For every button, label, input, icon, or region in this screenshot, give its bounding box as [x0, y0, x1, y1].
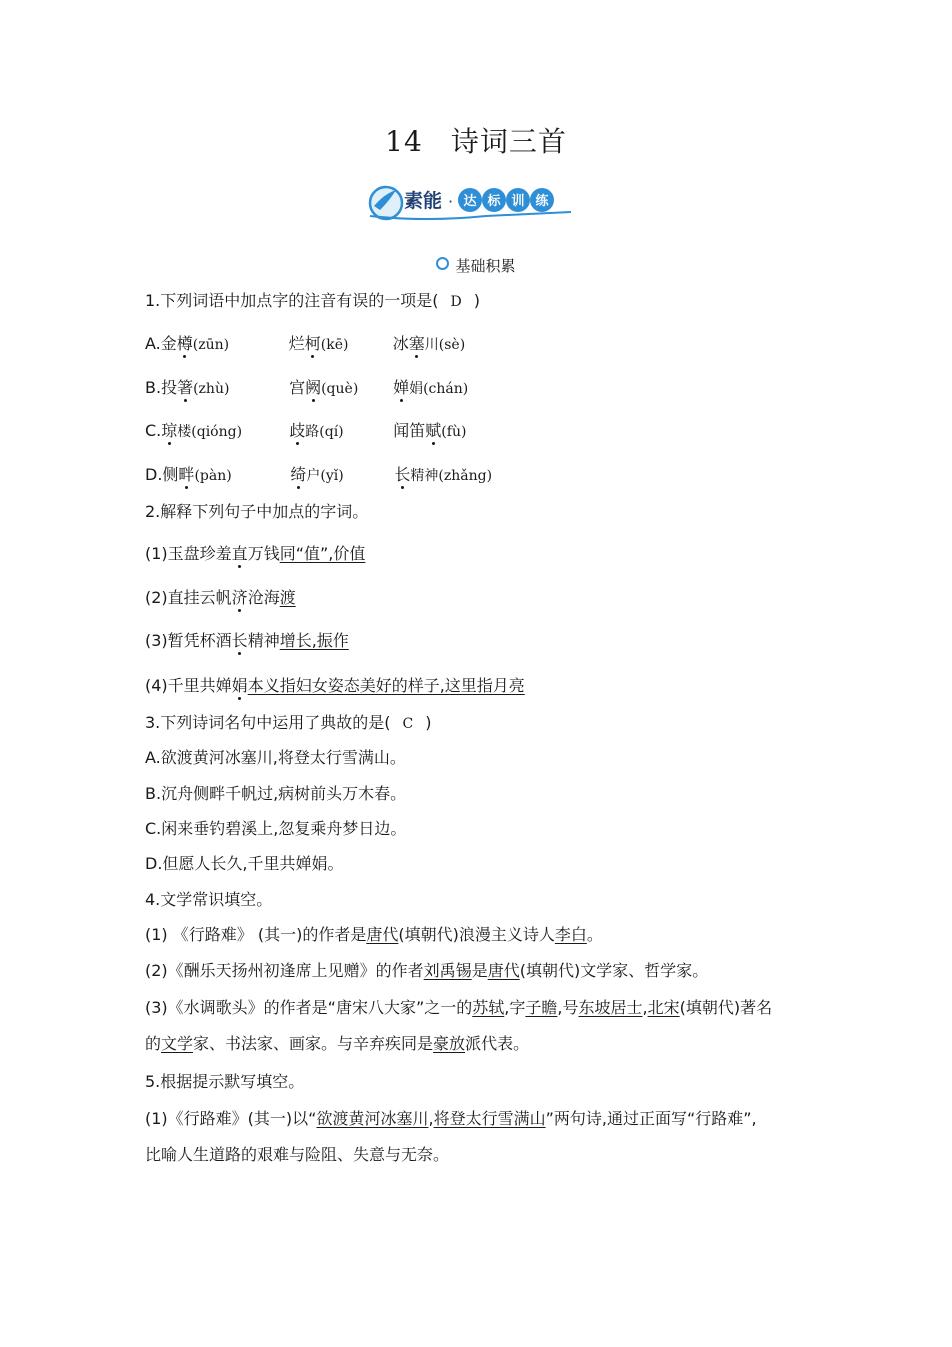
- q1-option-d: D.侧畔(pàn) 绮户(yǐ) 长精神(zhǎng): [145, 465, 493, 484]
- q3-answer: C: [402, 716, 414, 732]
- lesson-title: 诗词三首: [450, 125, 567, 158]
- q2-answer-1: 同“值”,价值: [279, 544, 366, 563]
- q4-stem: 4.文学常识填空。: [145, 890, 273, 909]
- q4-line-2: (2)《酬乐天扬州初逢席上见赠》的作者刘禹锡是唐代(填朝代)文学家、哲学家。: [145, 961, 709, 980]
- q1-stem: 1.下列词语中加点字的注音有误的一项是( D ): [145, 291, 480, 310]
- q2-item-3: (3)暂凭杯酒长精神增长,振作: [145, 631, 349, 650]
- q2-answer-4: 本义指妇女姿态美好的样子,这里指月亮: [247, 676, 525, 695]
- page-title: [0, 120, 952, 160]
- q1-answer: D: [450, 294, 462, 310]
- logo-badge-1: 达: [463, 194, 477, 209]
- section-logo: [366, 176, 578, 224]
- q3-option-b: B.沉舟侧畔千帆过,病树前头万木春。: [145, 784, 407, 803]
- logo-badge-2: 标: [487, 194, 501, 209]
- section-heading: 基础积累: [0, 255, 952, 276]
- q5-line-1: (1)《行路难》(其一)以“欲渡黄河冰塞川,将登太行雪满山”两句诗,通过正面写“行路难”,: [145, 1109, 757, 1128]
- q5-line-2: 比喻人生道路的艰难与险阻、失意与无奈。: [145, 1145, 450, 1164]
- q4-line-1: (1) 《行路难》 (其一)的作者是唐代(填朝代)浪漫主义诗人李白。: [145, 925, 603, 944]
- q2-stem: 2.解释下列句子中加点的字词。: [145, 502, 369, 521]
- q2-answer-3: 增长,振作: [279, 631, 349, 650]
- circle-bullet-icon: [436, 257, 449, 270]
- q4-line-3: (3)《水调歌头》的作者是“唐宋八大家”之一的苏轼,字子瞻,号东坡居士,北宋(填朝代)著名: [145, 998, 773, 1017]
- q2-answer-2: 渡: [279, 588, 296, 607]
- q5-stem: 5.根据提示默写填空。: [145, 1072, 305, 1091]
- q1-option-a: A.金樽(zūn) 烂柯(kē) 冰塞川(sè): [145, 334, 466, 353]
- q3-option-a: A.欲渡黄河冰塞川,将登太行雪满山。: [145, 748, 406, 767]
- q1-option-c: C.琼楼(qióng) 歧路(qí) 闻笛赋(fù): [145, 421, 467, 440]
- q2-item-2: (2)直挂云帆济沧海渡: [145, 588, 296, 607]
- q3-stem: 3.下列诗词名句中运用了典故的是( C ): [145, 713, 432, 732]
- logo-badge-3: 训: [511, 194, 525, 209]
- logo-dot: ·: [448, 192, 454, 211]
- logo-badges: [458, 188, 554, 212]
- lesson-number: 14: [385, 125, 423, 158]
- q1-option-b: B.投箸(zhù) 宫阙(què) 婵娟(chán): [145, 378, 469, 397]
- q4-line-4: 的文学家、书法家、画家。与辛弃疾同是豪放派代表。: [145, 1034, 530, 1053]
- q2-item-1: (1)玉盘珍羞直万钱同“值”,价值: [145, 544, 366, 563]
- q3-option-d: D.但愿人长久,千里共婵娟。: [145, 854, 344, 873]
- q2-item-4: (4)千里共婵娟本义指妇女姿态美好的样子,这里指月亮: [145, 676, 525, 695]
- q3-option-c: C.闲来垂钓碧溪上,忽复乘舟梦日边。: [145, 819, 407, 838]
- logo-text: 素能: [404, 190, 443, 212]
- logo-badge-4: 练: [535, 194, 549, 209]
